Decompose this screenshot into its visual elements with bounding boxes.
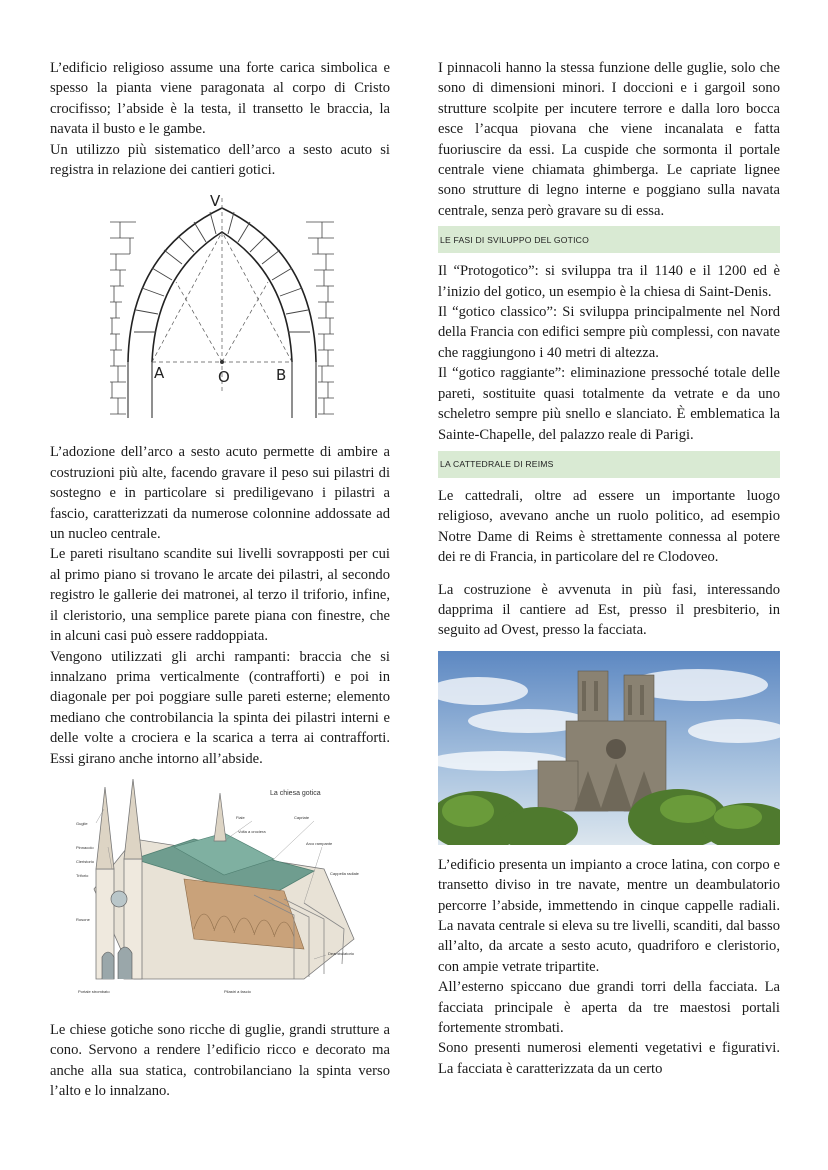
pointed-arch-diagram: [106, 192, 338, 428]
paragraph-pointed-arch: Un utilizzo più sistematico dell’arco a sesto acuto si registra in relazione dei cantieri gotici.: [50, 141, 390, 179]
paragraph-symbolism: L’edificio religioso assume una forte carica simbolica e spesso la pianta viene paragonata al corpo di Cristo crocifisso; l’abside è la testa, il transetto le braccia, la navata il busto e le gambe.: [50, 60, 390, 138]
church-label-capriate: Capriate: [294, 814, 310, 820]
church-label-fiale: Fiale: [236, 814, 245, 820]
section-header-phases: LE FASI DI SVILUPPO DEL GOTICO: [438, 226, 780, 253]
paragraph-cathedrals-political: Le cattedrali, oltre ad essere un importante luogo religioso, avevano anche un ruolo politico, ad esempio Notre Dame di Reims è strettamente connessa al potere dei re di Francia, in particolare del re Clodoveo.: [438, 487, 780, 566]
church-label-pinnacolo: Pinnacolo: [76, 844, 94, 850]
church-label-volta: Volta a crociera: [238, 828, 266, 834]
church-label-triforio: Triforio: [76, 872, 89, 878]
gothic-church-illustration: [74, 779, 374, 1004]
right-column: [438, 58, 780, 1079]
church-label-cappella: Cappella radiale: [330, 870, 359, 876]
paragraph-construction-phases: La costruzione è avvenuta in più fasi, interessando dapprima il cantiere ad Est, presso il presbiterio, in seguito ad Ovest, presso la facciata.: [438, 581, 780, 639]
paragraph-pinnacles: I pinnacoli hanno la stessa funzione delle guglie, solo che sono di dimensioni minori. I doccioni e i gargoil sono strutture scolpite per incutere terrore e dalla loro bocca esce l’acqua piovana che viene incanalata e fatta fuoriuscire da essi. La cuspide che sormonta il portale centrale viene chiamata ghimberga. Le capriate lignee sono strutture di legno interne e poggiano sulla navata centrale, senza però gravare su di essa.: [438, 60, 780, 219]
arch-label-o: O: [218, 368, 230, 387]
paragraph-gotico-classico: Il “gotico classico”: Si sviluppa principalmente nel Nord della Francia con edifici sempre più complessi, con navate che raggiungono i 40 metri di altezza.: [438, 304, 780, 361]
paragraph-walls: Le pareti risultano scandite sui livelli sovrapposti per cui al primo piano si trovano le arcate dei pilastri, al secondo registro le gallerie dei matronei, al terzo il triforio, infine, il cleristorio, una semplice parete piana con finestre, che in alcuni casi può essere raddoppiata.: [50, 546, 390, 645]
reims-cathedral-photo: [438, 651, 780, 845]
church-title: La chiesa gotica: [270, 789, 321, 797]
church-label-rosone: Rosone: [76, 916, 90, 922]
arch-label-a: A: [154, 364, 165, 383]
left-column: [50, 58, 390, 1102]
arch-label-b: B: [276, 366, 287, 385]
paragraph-flying-buttresses: Vengono utilizzati gli archi rampanti: braccia che si innalzano prima verticalmente (contrafforti) e poi in diagonale per poi poggiare sulle pareti esterne; elemento mediano che controbilancia la spinta dei pilastri interni e delle volte a crociera e la scarica a terra ai contrafforti. Essi girano anche intorno all’abside.: [50, 648, 390, 767]
church-label-portale: Portale strombato: [78, 988, 110, 994]
church-label-pilastri: Pilastri a fascio: [224, 988, 251, 994]
church-label-guglie: Guglie: [76, 820, 88, 826]
paragraph-spires: Le chiese gotiche sono ricche di guglie, grandi strutture a cono. Servono a rendere l’edificio ricco e decorato ma anche alla sua statica, controbilanciano la spinta verso l’alto e lo innalzano.: [50, 1021, 390, 1100]
paragraph-latin-cross: L’edificio presenta un impianto a croce latina, con corpo e transetto diviso in tre navate, mentre un deambulatorio percorre l’abside, immettendo in cinque cappelle radiali. La navata centrale si eleva su tre livelli, scanditi, dal basso all’alto, da arcate a sesto acuto, quadriforo e cleristorio, con ampie vetrate tripartite.: [438, 856, 781, 975]
arch-label-v: V: [210, 192, 221, 211]
paragraph-gotico-raggiante: Il “gotico raggiante”: eliminazione pressoché totale delle pareti, sostituite quasi totalmente da vetrate e da uno scheletro sempre più snello e slanciato. È emblematica la Sainte-Chapelle, del palazzo reale di Parigi.: [438, 365, 780, 443]
church-label-cleristorio: Cleristorio: [76, 858, 95, 864]
paragraph-protogotico: Il “Protogotico”: si sviluppa tra il 1140 e il 1200 ed è l’inizio del gotico, un esempio è la chiesa di Saint-Denis.: [438, 263, 780, 300]
section-header-reims: LA CATTEDRALE DI REIMS: [438, 451, 780, 478]
church-label-deambulatorio: Deambulatorio: [328, 950, 355, 956]
paragraph-decorations: Sono presenti numerosi elementi vegetativi e figurativi. La facciata è caratterizzata da un certo: [438, 1040, 780, 1077]
church-label-arco-rampante: Arco rampante: [306, 840, 333, 846]
paragraph-height: L’adozione dell’arco a sesto acuto permette di ambire a costruzioni più alte, facendo gravare il peso sui pilastri di sostegno e in particolare si prediligevano i pilastri a fascio, caratterizzati da numerose colonnine addossate ad un nucleo centrale.: [50, 444, 390, 543]
paragraph-towers: All’esterno spiccano due grandi torri della facciata. La facciata principale è aperta da tre maestosi portali fortemente strombati.: [438, 979, 780, 1036]
